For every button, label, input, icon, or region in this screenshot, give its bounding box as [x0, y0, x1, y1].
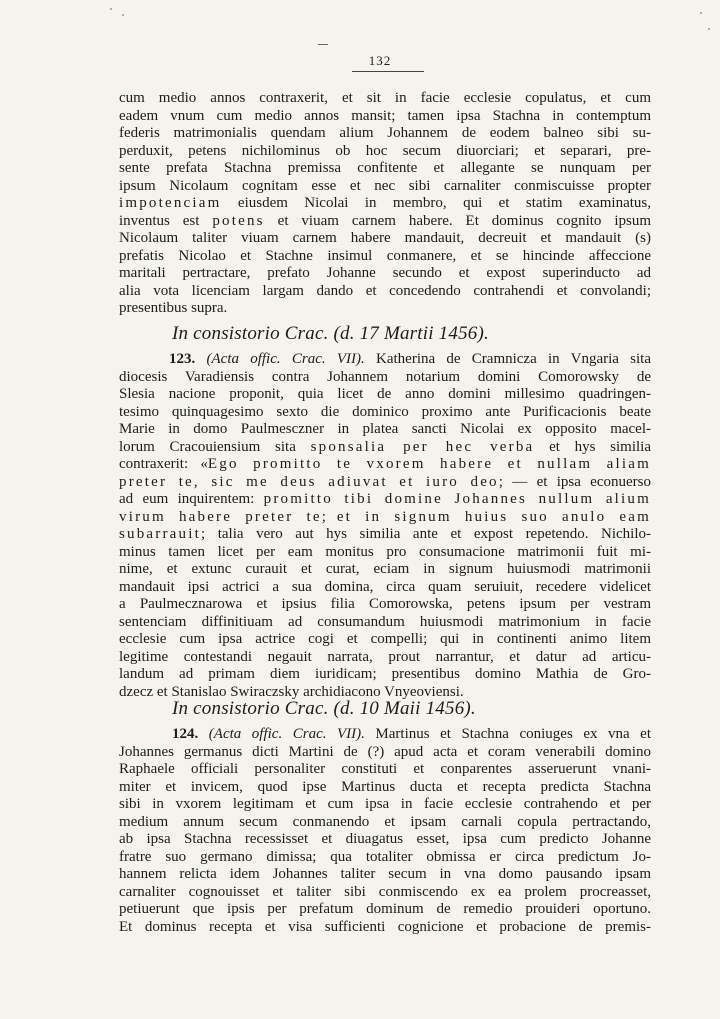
text-line: ipsum Nicolaum cognitam esse et nec sibi carnaliter conmiscuisse propter — [119, 177, 651, 194]
text-span: Martinus et Stachna coniuges ex vna et — [364, 726, 652, 742]
spaced-text: impotenciam — [119, 195, 222, 211]
text-line: Johannes germanus dicti Martini de (?) apud acta et coram venerabili domino — [119, 743, 651, 760]
scan-speck — [110, 8, 112, 10]
text-line — [119, 195, 651, 213]
spaced-text: sponsalia per hec verba — [310, 438, 535, 455]
text-line: Marie in domo Paulmesczner in platea sancti Nicolai ex opposito macel- — [119, 421, 651, 437]
entry-124 — [119, 726, 651, 936]
text-line: Slesia nacione proponit, quia licet de anno domini millesimo quadringen- — [119, 386, 651, 402]
text-line — [119, 456, 651, 474]
text-line: sentenciam diffinitiuam ad consumandum huiusmodi matrimonium in facie — [119, 613, 651, 630]
text-line: diocesis Varadiensis contra Johannem notarium domini Comorowsky de — [119, 368, 651, 385]
text-line: Raphaele officiali personaliter constituti et conparentes asseruerunt vnani- — [119, 761, 651, 777]
text-line: mandauit ipsi actrici a sua domina, circa quam seruiuit, recedere videlicet — [119, 578, 651, 595]
text-span: et hys similia — [534, 438, 651, 455]
text-span: lorum Cracouiensium sita — [119, 438, 311, 455]
page-number-rule — [352, 71, 424, 72]
text-line — [119, 351, 651, 369]
text-line: cum medio annos contraxerit, et sit in facie ecclesie copulatus, et cum — [119, 90, 651, 106]
spaced-text: preter te, sic me deus adiuvat et iuro deo — [119, 473, 499, 490]
page-number: 132 — [368, 53, 392, 68]
text-span: ; — et ipsa econuerso — [498, 473, 651, 490]
entry-123 — [119, 351, 651, 701]
text-line: nime, et extunc curauit et curat, eciam in signum huiusmodi matrimonii — [119, 561, 651, 577]
text-line — [119, 213, 651, 231]
text-line — [119, 509, 651, 527]
text-span: ad eum inquirentem: — [119, 491, 264, 507]
text-line: presentibus supra. — [119, 300, 228, 316]
text-span: et viuam carnem habere. Et dominus cognito ipsum — [264, 212, 651, 229]
text-line: sibi in vxorem legitimam et cum ipsa in facie ecclesie contrahendo et per — [119, 796, 651, 812]
header-dash — [318, 44, 328, 45]
text-line: ab ipsa Stachna recessisset et diuagatus esset, ipsa cum predicto Johanne — [119, 831, 651, 847]
text-line — [119, 526, 651, 544]
text-line: eadem vnum cum medio annos mansit; tamen ipsa Stachna in contemptum — [119, 107, 651, 124]
text-line: alia vota licenciam largam dando et concedendo contrahendi et convolandi; — [119, 282, 651, 299]
text-line: landum ad primam diem iuridicam; presentibus domino Mathia de Gro- — [119, 666, 651, 682]
text-line: carnaliter cognouisset et taliter sibi conmiscendo ex ea prolem procreasset, — [119, 883, 651, 900]
text-line: fratre suo germano dimissa; qua totaliter obmissa er circa predictum Jo- — [119, 848, 651, 865]
entry-number: 123. — [169, 351, 196, 367]
text-line — [119, 474, 651, 492]
text-line: miter et invicem, quod ipse Martinus ducta et recepta predicta Stachna — [119, 778, 651, 795]
text-line: ecclesie cum ipsa actrice cogi et compelli; qui in continenti animo litem — [119, 631, 651, 647]
text-line — [119, 439, 651, 457]
text-line: hannem relicta idem Johannes taliter secum in vna domo pausando ipsam — [119, 866, 651, 882]
text-line: tesimo quinquagesimo sexto die dominico proximo ante Purificacionis beate — [119, 403, 651, 420]
text-span: Katherina de Cramnicza in Vngaria sita — [364, 351, 652, 367]
text-span: ; talia vero aut hys similia ante et expost repetendo. Nichilo- — [200, 526, 651, 542]
text-line: a Paulmecznarowa et ipsius filia Comorowska, petens ipsum per vestram — [119, 596, 651, 612]
text-span: ; — [321, 508, 337, 525]
scan-speck — [708, 28, 710, 30]
paragraph-continuation — [119, 90, 651, 318]
scan-speck — [700, 12, 702, 14]
text-line: medium annum secum conmanendo et ipsam carnali copula pertractando, — [119, 813, 651, 830]
entry-number: 124. — [172, 726, 199, 742]
text-line: legitime contestandi negauit narrata, prout narrantur, et datur ad articu- — [119, 648, 651, 665]
text-line: minus tamen licet per eam monitus pro consumacione matrimonii fuit mi- — [119, 543, 651, 560]
entry-source: (Acta offic. Crac. VII). — [206, 351, 365, 367]
entry-source: (Acta offic. Crac. VII). — [208, 726, 365, 742]
spaced-text: et in signum huius suo anulo eam — [336, 508, 652, 525]
spaced-text: virum habere preter te — [119, 508, 322, 525]
text-span: inventus est — [119, 212, 213, 229]
text-line: federis matrimonialis quendam alium Johannem de eodem balneo sibi su- — [119, 125, 651, 141]
text-line — [119, 726, 651, 744]
text-line — [119, 491, 651, 509]
text-line: perduxit, petens nichilominus ob hoc secum diuorciari; et separari, pre- — [119, 142, 651, 159]
section-heading: In consistorio Crac. (d. 17 Martii 1456). — [172, 323, 489, 344]
text-span: eiusdem Nicolai in membro, qui et statim examinatus, — [221, 195, 651, 211]
spaced-text: subarrauit — [119, 526, 201, 542]
text-line: prefatis Nicolao et Stachne insimul conmanere, et se hincinde affeccione — [119, 247, 651, 264]
text-span: contraxerit: « — [119, 456, 208, 472]
text-line: sente prefata Stachna premissa confitente et allegante se nunquam per — [119, 160, 651, 176]
text-line: maritali pertractare, prefato Johanne secundo et expost superinducto ad — [119, 265, 651, 281]
text-line: dzecz et Stanislao Swiraczsky archidiacono Vnyeoviensi. — [119, 683, 464, 700]
section-heading: In consistorio Crac. (d. 10 Maii 1456). — [172, 698, 476, 719]
scan-speck — [122, 14, 124, 16]
text-line: Et dominus recepta et visa sufficienti cognicione et probacione de premis- — [119, 918, 651, 935]
spaced-text: Ego promitto te vxorem habere et nullam aliam — [207, 456, 651, 472]
spaced-text: potens — [212, 212, 265, 229]
text-line: Nicolaum taliter viuam carnem habere mandauit, decreuit et mandauit (s) — [119, 230, 651, 246]
text-line: petiuerunt que ipsis per prefatum dominum de remedio prouideri oportuno. — [119, 901, 651, 917]
spaced-text: promitto tibi domine Johannes nullum alium — [263, 491, 651, 507]
